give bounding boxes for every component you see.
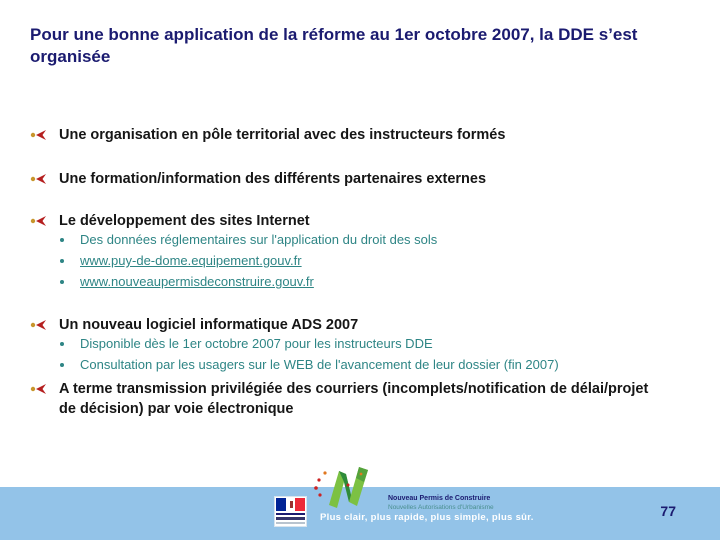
- french-flag-icon: [276, 498, 305, 511]
- french-government-logo: [275, 497, 306, 526]
- bullet-item: [30, 125, 692, 145]
- sub-bullet-text: Disponible dès le 1er octobre 2007 pour les instructeurs DDE: [80, 336, 433, 351]
- bullet-label: Une formation/information des différents partenaires externes: [59, 171, 487, 187]
- dot-bullet-icon: [60, 363, 64, 367]
- logo-subtitle: Nouvelles Autorisations d'Urbanisme: [388, 503, 494, 511]
- nouveau-permis-logo-icon: [312, 465, 374, 509]
- footer-tagline: Plus clair, plus rapide, plus simple, plus sûr.: [320, 512, 534, 523]
- sub-bullet-item: [60, 354, 660, 375]
- logo-title: Nouveau Permis de Construire: [388, 495, 491, 502]
- bullet-item: [30, 315, 692, 335]
- arrow-bullet-icon: [30, 129, 47, 140]
- ministry-text-lines: [276, 513, 305, 524]
- arrow-bullet-icon: [30, 383, 47, 394]
- bullet-label: Une organisation en pôle territorial avec des instructeurs formés: [59, 127, 506, 143]
- bullet-label: Un nouveau logiciel informatique ADS 2007: [59, 317, 359, 333]
- dot-bullet-icon: [60, 238, 64, 242]
- bullet-item: [30, 211, 692, 231]
- sub-bullet-item: [60, 333, 660, 354]
- bullet-item: [30, 379, 650, 419]
- slide-title: Pour une bonne application de la réforme au 1er octobre 2007, la DDE s’est organisée: [30, 25, 638, 67]
- arrow-bullet-icon: [30, 319, 47, 330]
- dot-bullet-icon: [60, 259, 64, 263]
- dot-bullet-icon: [60, 280, 64, 284]
- sub-bullet-text: Des données réglementaires sur l'application du droit des sols: [80, 232, 438, 247]
- sub-bullet-item: [60, 229, 660, 250]
- logo-wordmark: [388, 495, 494, 512]
- sub-bullet-list: [60, 229, 660, 292]
- sub-bullet-list: [60, 333, 660, 375]
- page-number: 77: [660, 503, 676, 519]
- dot-bullet-icon: [60, 342, 64, 346]
- link-puy-de-dome-equipement[interactable]: www.puy-de-dome.equipement.gouv.fr: [80, 253, 302, 268]
- bullet-label: A terme transmission privilégiée des courriers (incomplets/notification de délai/projet de décision) par voie électronique: [59, 381, 649, 417]
- bullet-item: [30, 169, 692, 189]
- sub-bullet-item: [60, 271, 660, 292]
- arrow-bullet-icon: [30, 173, 47, 184]
- bullet-label: Le développement des sites Internet: [59, 213, 310, 229]
- sub-bullet-text: Consultation par les usagers sur le WEB de l'avancement de leur dossier (fin 2007): [80, 357, 559, 372]
- link-nouveaupermisdeconstruire[interactable]: www.nouveaupermisdeconstruire.gouv.fr: [80, 274, 314, 289]
- sub-bullet-item: [60, 250, 660, 271]
- arrow-bullet-icon: [30, 215, 47, 226]
